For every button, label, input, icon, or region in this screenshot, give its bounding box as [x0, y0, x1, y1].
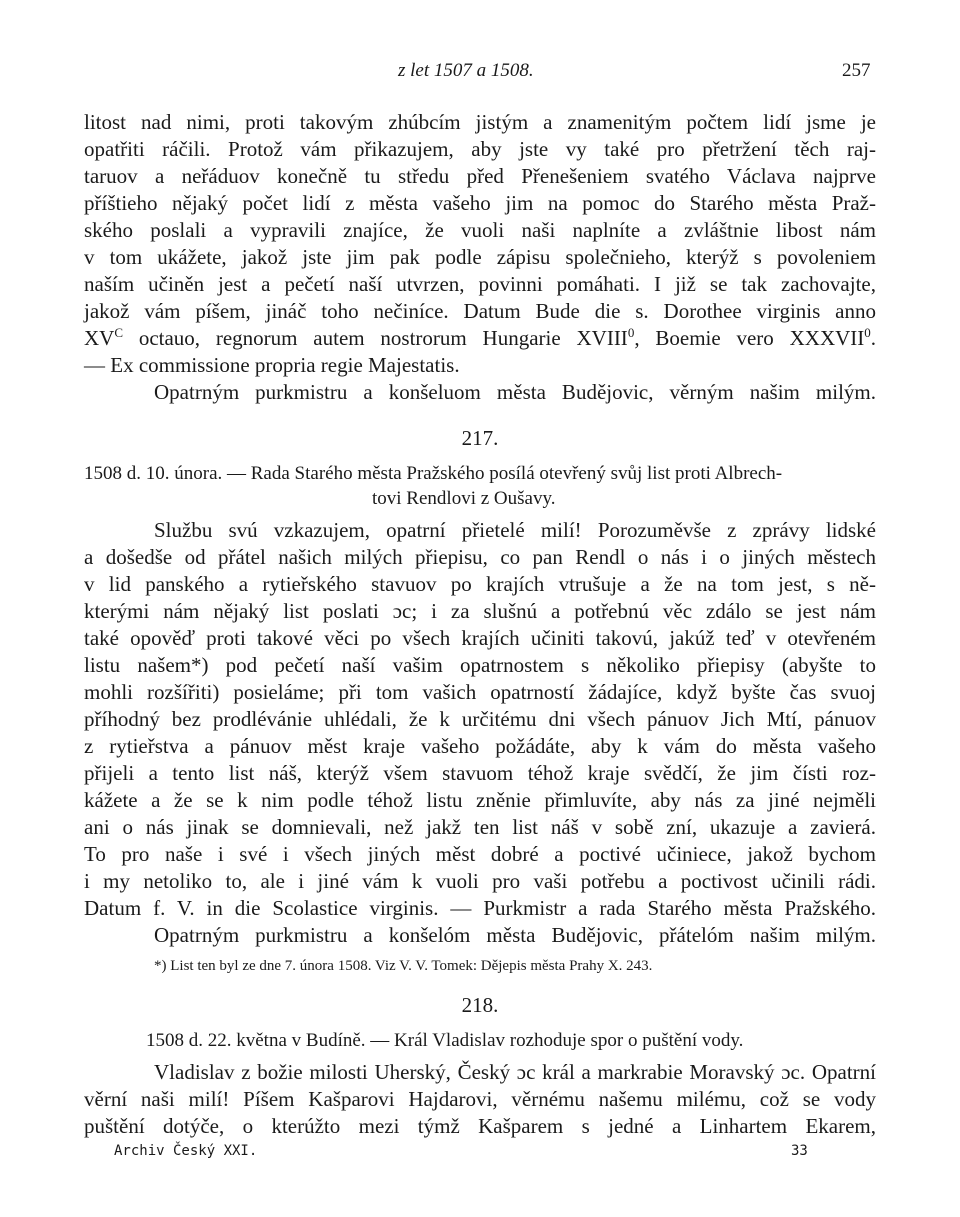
- regest-continuation: tovi Rendlovi z Oušavy.: [372, 488, 556, 509]
- text-line: příštieho nějaký počet lidí z města vašeho jim na pomoc do Starého města Praž-: [84, 191, 876, 215]
- text-line: z rytieřstva a pánuov měst kraje vašeho požádáte, aby k vám do města vašeho: [84, 734, 876, 758]
- text-line: ani o nás jinak se domnievali, než jakž ten list náš v sobě zní, ukazuje a zavierá.: [84, 815, 876, 839]
- text-line: taruov a neřáduov konečně tu středu před Přenešeniem svatého Václava najprve: [84, 164, 876, 188]
- text-line: jakož vám píšem, jináč toho nečiníce. Datum Bude die s. Dorothee virginis anno: [84, 299, 876, 323]
- closing-formula: — Ex commissione propria regie Majestatis.: [84, 353, 460, 377]
- text-line: příhodný bez prodlévánie uhlédali, že k určitému dni všech pánuov Jich Mtí, pánuov: [84, 707, 876, 731]
- text-line: ského poslali a vypravili znajíce, že vuoli naši naplníte a zvláštnie libost nám: [84, 218, 876, 242]
- text-line-dating: $XV^C$ octauo, regnorum autem nostrorum Hungarie XVIII$^0$, Boemie vero XXXVII$^0$.: [84, 325, 877, 350]
- text-line: Vladislav z božie milosti Uherský, Český ɔc král a markrabie Moravský ɔc. Opatrní: [154, 1060, 876, 1084]
- text-line: litost nad nimi, proti takovým zhúbcím jistým a znamenitým počtem lidí jsme je: [84, 110, 876, 134]
- page-number: 257: [842, 60, 871, 81]
- regest: 1508 d. 22. května v Budíně. — Král Vladislav rozhoduje spor o puštění vody.: [146, 1030, 744, 1051]
- document-number: 217.: [461, 426, 499, 450]
- printer-signature: Archiv Český XXI.: [114, 1143, 258, 1159]
- text-line: listu našem*) pod pečetí naší vašim opatrnostem s několiko přiepisy (abyšte to: [84, 653, 876, 677]
- text-line: To pro naše i své i všech jiných měst dobré a poctivé učiniece, jakož bychom: [84, 842, 876, 866]
- regest: 1508 d. 10. února. — Rada Starého města Pražského posílá otevřený svůj list proti Albrech-: [84, 463, 783, 484]
- footnote: *) List ten byl ze dne 7. února 1508. Viz V. V. Tomek: Dějepis města Prahy X. 243.: [154, 958, 653, 974]
- text-line: opatřiti ráčili. Protož vám přikazujem, aby jste vy také pro přetržení těch raj-: [84, 137, 876, 161]
- text-line: mohli rozšířiti) posieláme; při tom vašich opatrností žádajíce, když byšte čas svuoj: [84, 680, 876, 704]
- text-line: Datum f. V. in die Scolastice virginis. — Purkmistr a rada Starého města Pražského.: [84, 896, 876, 920]
- text-line: naším učiněn jest a pečetí naší utvrzen, povinni pomáhati. I již se tak zachovajte,: [84, 272, 876, 296]
- letter-address: Opatrným purkmistru a konšeluom města Budějovic, věrným našim milým.: [154, 380, 876, 404]
- text-line: věrní naši milí! Píšem Kašparovi Hajdarovi, věrnému našemu milému, což se vody: [84, 1087, 876, 1111]
- document-number: 218.: [461, 993, 499, 1017]
- text-line: také opověď proti takové věci po všech krajích učiniti takovú, jakúž teď v otevřeném: [84, 626, 876, 650]
- text-line: kterými nám nějaký list poslati ɔc; i za slušnú a potřebnú věc zdálo se jest nám: [84, 599, 876, 623]
- text-line: v tom ukážete, jakož jste jim pak podle zápisu společnieho, kterýž s povoleniem: [84, 245, 876, 269]
- text-line: i my netoliko to, ale i jiné vám k vuoli pro vaši potřebu a poctivost učinili rádi.: [84, 869, 876, 893]
- text-line: a došedše od přátel našich milých přiepisu, co pan Rendl o nás i o jiných městech: [84, 545, 876, 569]
- text-line: kážete a že se k nim podle téhož listu zněnie přimluvíte, aby nás za jiné nejměli: [84, 788, 876, 812]
- text-line: Službu svú vzkazujem, opatrní přietelé milí! Porozuměvše z zprávy lidské: [154, 518, 876, 542]
- running-title: z let 1507 a 1508.: [398, 60, 534, 81]
- text-line: puštění dotýče, o kterúžto mezi týmž Kašparem s jedné a Linhartem Ekarem,: [84, 1114, 876, 1138]
- text-line: v lid panského a rytieřského stavuov po krajích vtrušuje a že na tom jest, s ně-: [84, 572, 876, 596]
- letter-address: Opatrným purkmistru a konšelóm města Budějovic, přátelóm našim milým.: [154, 923, 876, 947]
- text-line: přijeli a tento list náš, kterýž všem stavuom téhož kraje svědčí, že jim čísti roz-: [84, 761, 876, 785]
- sheet-number: 33: [791, 1143, 808, 1159]
